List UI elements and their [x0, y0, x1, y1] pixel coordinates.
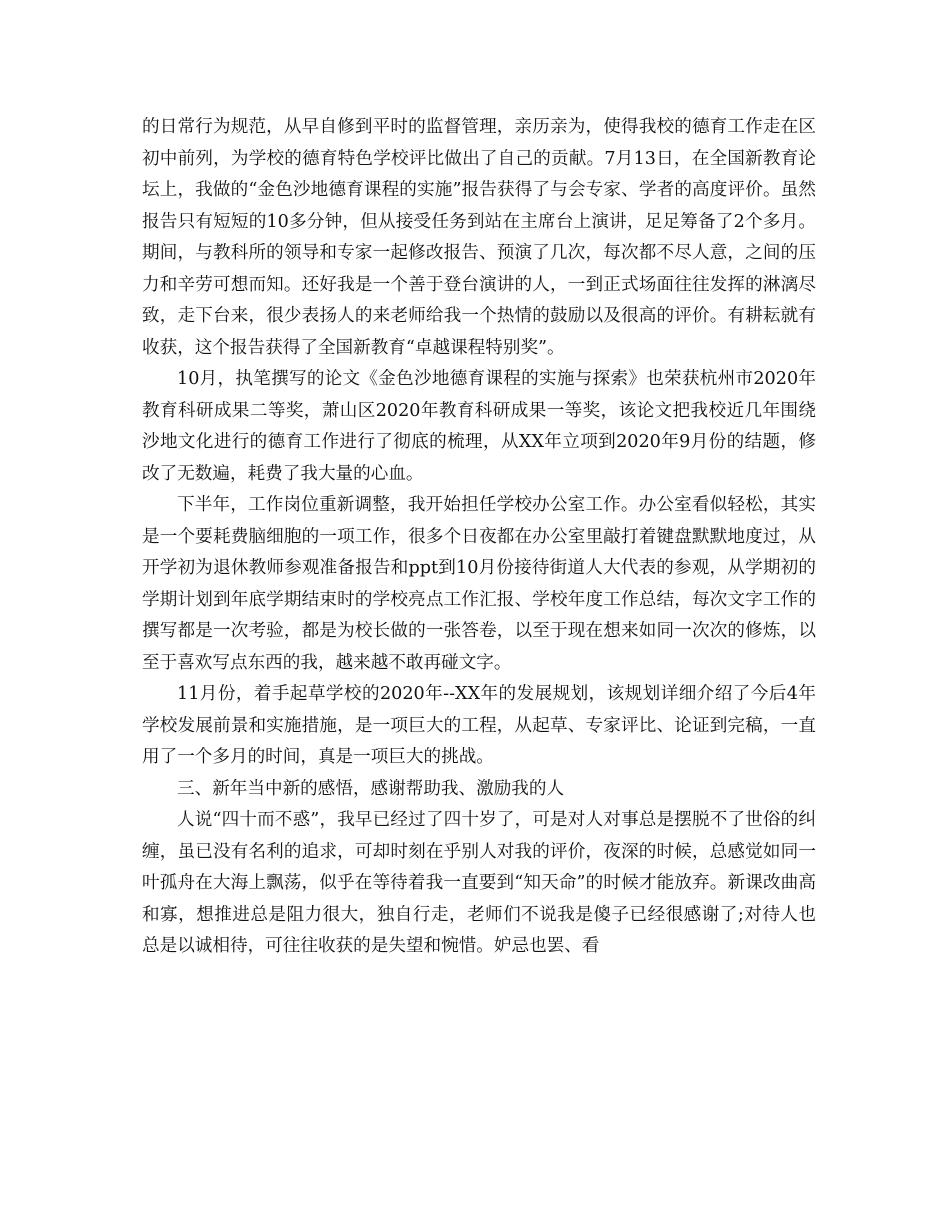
- paragraph-development-plan: 11月份，着手起草学校的2020年--XX年的发展规划，该规划详细介绍了今后4年学校发展前景和实施措施，是一项巨大的工程，从起草、专家评比、论证到完稿，一直用了一个多月的时间，真是一项巨大的挑战。: [142, 684, 816, 767]
- paragraph-office-work: 下半年，工作岗位重新调整，我开始担任学校办公室工作。办公室看似轻松，其实是一个要耗费脑细胞的一项工作，很多个日夜都在办公室里敲打着键盘默默地度过，从开学初为退休教师参观准备报告和ppt到10月份接待街道人大代表的参观，从学期初的学期计划到年底学期结束时的学校亮点工作汇报、学校年度工作总结，每次文字工作的撰写都是一次考验，都是为校长做的一张答卷，以至于现在想来如同一次次的修炼，以至于喜欢写点东西的我，越来越不敢再碰文字。: [142, 495, 816, 673]
- paragraph-reflections: 人说“四十而不惑”，我早已经过了四十岁了，可是对人对事总是摆脱不了世俗的纠缠，虽已没有名利的追求，可却时刻在乎别人对我的评价，夜深的时候，总感觉如同一叶孤舟在大海上飘荡，似乎在等待着我一直要到“知天命”的时候才能放弃。新课改曲高和寡，想推进总是阻力很大，独自行走，老师们不说我是傻子已经很感谢了;对待人也总是以诚相待，可往往收获的是失望和惋惜。妒忌也罢、看: [142, 810, 816, 956]
- paragraph-research-paper: 10月，执笔撰写的论文《金色沙地德育课程的实施与探索》也荣获杭州市2020年教育科研成果二等奖，萧山区2020年教育科研成果一等奖，该论文把我校近几年围绕沙地文化进行的德育工作进行了彻底的梳理，从XX年立项到2020年9月份的结题，修改了无数遍，耗费了我大量的心血。: [142, 369, 816, 484]
- document-body: [142, 112, 816, 963]
- paragraph-achievements: 的日常行为规范，从早自修到平时的监督管理，亲历亲为，使得我校的德育工作走在区初中前列，为学校的德育特色学校评比做出了自己的贡献。7月13日，在全国新教育论坛上，我做的“金色沙地德育课程的实施”报告获得了与会专家、学者的高度评价。虽然报告只有短短的10多分钟，但从接受任务到站在主席台上演讲，足足筹备了2个多月。期间，与教科所的领导和专家一起修改报告、预演了几次，每次都不尽人意，之间的压力和辛劳可想而知。还好我是一个善于登台演讲的人，一到正式场面往往发挥的淋漓尽致，走下台来，很少表扬人的来老师给我一个热情的鼓励以及很高的评价。有耕耘就有收获，这个报告获得了全国新教育“卓越课程特别奖”。: [142, 117, 816, 358]
- section-heading-reflections: 三、新年当中新的感悟，感谢帮助我、激励我的人: [177, 778, 565, 799]
